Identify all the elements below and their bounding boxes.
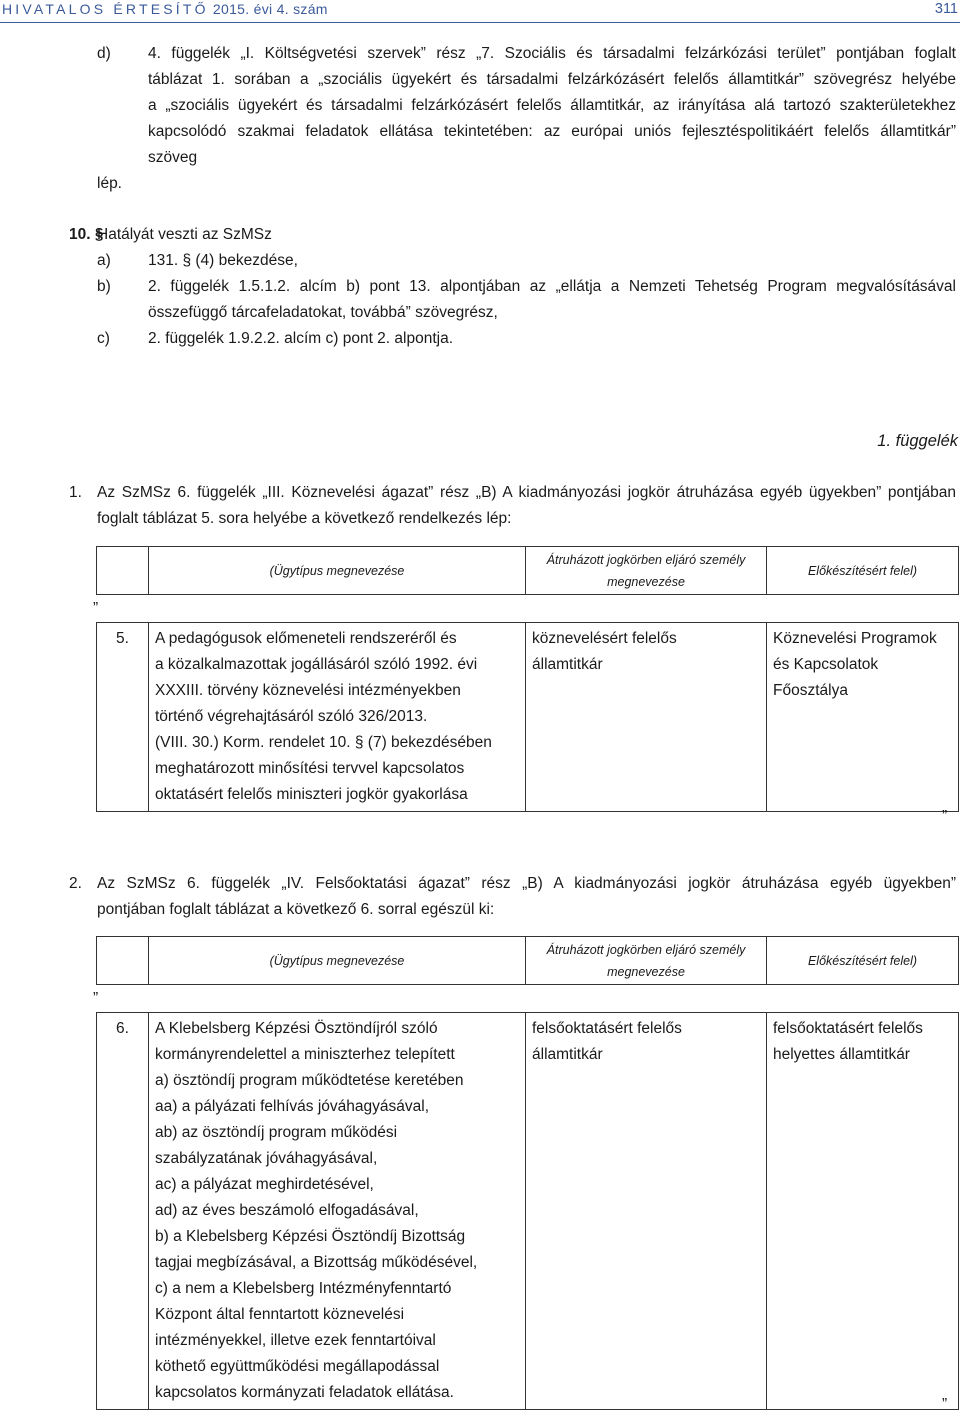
- para-marker: 1.: [69, 484, 82, 501]
- cell-line: kapcsolatos kormányzati feladatok ellátása.: [155, 1384, 454, 1401]
- para-marker: 2.: [69, 875, 82, 892]
- item-d-line: kapcsolódó szakmai feladatok ellátása tekintetében: az európai uniós fejlesztéspolitikáért felelős államtitkár”: [148, 123, 956, 140]
- journal-header: [2, 1, 328, 17]
- cell-line: (VIII. 30.) Korm. rendelet 10. § (7) bekezdésében: [155, 734, 492, 751]
- item-d-line: szöveg: [148, 149, 198, 166]
- row-delegated-person: [526, 623, 767, 812]
- item-d-line: a „szociális ügyekért és társadalmi felzárkózásért felelős államtitkár, az irányítása alá tartozó szakterületekhez: [148, 97, 956, 114]
- item-d-line: táblázat 1. sorában a „szociális ügyekért és társadalmi felzárkózásért felelős államtitkár” szövegrész helyébe: [148, 71, 956, 88]
- list-marker: c): [97, 330, 110, 347]
- cell-line: aa) a pályázati felhívás jóváhagyásával,: [155, 1098, 429, 1115]
- table-header: [96, 546, 959, 595]
- section-heading: Hatályát veszti az SzMSz: [97, 226, 272, 243]
- header-cell-empty: [97, 937, 149, 985]
- cell-line: ab) az ösztöndíj program működési: [155, 1124, 398, 1141]
- cell-line: Központ által fenntartott köznevelési: [155, 1306, 405, 1323]
- cell-line: kormányrendelettel a miniszterhez telepített: [155, 1046, 455, 1063]
- cell-line: államtitkár: [532, 656, 603, 673]
- cell-line: köznevelésért felelős: [532, 630, 677, 647]
- row-preparation: [767, 1013, 959, 1410]
- cell-line: ac) a pályázat meghirdetésével,: [155, 1176, 374, 1193]
- header-text: Átruházott jogkörben eljáró személy: [546, 942, 746, 957]
- row-preparation: [767, 623, 959, 812]
- opening-quote: ”: [93, 990, 99, 1007]
- header-cell-empty: [97, 547, 149, 595]
- cell-line: A pedagógusok előmeneteli rendszeréről és: [155, 630, 457, 647]
- cell-line: felsőoktatásért felelős: [773, 1020, 923, 1037]
- page-header: [0, 0, 960, 22]
- cell-line: Köznevelési Programok: [773, 630, 937, 647]
- table-header: [96, 936, 959, 985]
- page-number: 311: [934, 1, 958, 17]
- closing-quote: ”: [942, 808, 948, 825]
- row-number: 5.: [97, 623, 149, 812]
- cell-line: c) a nem a Klebelsberg Intézményfenntartó: [155, 1280, 452, 1297]
- header-cell-case-type: (Ügytípus megnevezése: [149, 547, 526, 595]
- para-line: pontjában foglalt táblázat a következő 6. sorral egészül ki:: [97, 901, 495, 918]
- item-d-line: 4. függelék „I. Költségvetési szervek” rész „7. Szociális és társadalmi felzárkózási terület” pontjában foglalt: [148, 45, 956, 62]
- cell-line: A Klebelsberg Képzési Ösztöndíjról szóló: [155, 1020, 438, 1037]
- list-item: 2. függelék 1.9.2.2. alcím c) pont 2. alpontja.: [148, 330, 454, 347]
- list-item: 2. függelék 1.5.1.2. alcím b) pont 13. alpontjában az „ellátja a Nemzeti Tehetség Program megvalósításával: [148, 278, 956, 295]
- item-d-tail: lép.: [97, 175, 122, 192]
- cell-line: a) ösztöndíj program működtetése keretében: [155, 1072, 464, 1089]
- row-delegated-person: [526, 1013, 767, 1410]
- cell-line: b) a Klebelsberg Képzési Ösztöndíj Bizottság: [155, 1228, 466, 1245]
- section-number: 10. §: [69, 226, 104, 243]
- opening-quote: ”: [93, 600, 99, 617]
- cell-line: államtitkár: [532, 1046, 603, 1063]
- cell-line: köthető együttműködési megállapodással: [155, 1358, 440, 1375]
- cell-line: felsőoktatásért felelős: [532, 1020, 682, 1037]
- appendix-title: 1. függelék: [877, 432, 958, 450]
- cell-line: történő végrehajtásáról szóló 326/2013.: [155, 708, 428, 725]
- para-line: Az SzMSz 6. függelék „IV. Felsőoktatási ágazat” rész „B) A kiadmányozási jogkör átruházása egyéb ügyekben”: [97, 875, 956, 892]
- list-item: 131. § (4) bekezdése,: [148, 252, 298, 269]
- cell-line: ad) az éves beszámoló elfogadásával,: [155, 1202, 419, 1219]
- list-item: összefüggő tárcafeladatokat, továbbá” szövegrész,: [148, 304, 498, 321]
- cell-line: oktatásért felelős miniszteri jogkör gyakorlása: [155, 786, 468, 803]
- row-case-type: [149, 1013, 526, 1410]
- header-cell-delegated-person: [526, 937, 767, 985]
- row-number: 6.: [97, 1013, 149, 1410]
- header-text: megnevezése: [607, 574, 685, 589]
- header-cell-preparation: Előkészítésért felel): [767, 937, 959, 985]
- table-row: [96, 1012, 959, 1410]
- header-cell-case-type: (Ügytípus megnevezése: [149, 937, 526, 985]
- cell-line: és Kapcsolatok: [773, 656, 879, 673]
- cell-line: szabályzatának jóváhagyásával,: [155, 1150, 378, 1167]
- cell-line: XXXIII. törvény köznevelési intézményekben: [155, 682, 461, 699]
- row-case-type: [149, 623, 526, 812]
- cell-line: intézményekkel, illetve ezek fenntartóival: [155, 1332, 436, 1349]
- header-cell-preparation: Előkészítésért felel): [767, 547, 959, 595]
- closing-quote: ”: [942, 1396, 948, 1413]
- cell-line: a közalkalmazottak jogállásáról szóló 1992. évi: [155, 656, 478, 673]
- cell-line: Főosztálya: [773, 682, 848, 699]
- table-row: [96, 622, 959, 812]
- list-marker: b): [97, 278, 111, 295]
- para-line: Az SzMSz 6. függelék „III. Köznevelési ágazat” rész „B) A kiadmányozási jogkör átruházása egyéb ügyekben” pontjában: [97, 484, 956, 501]
- header-cell-delegated-person: [526, 547, 767, 595]
- list-marker: a): [97, 252, 111, 269]
- journal-title: HIVATALOS ÉRTESÍTŐ: [2, 1, 209, 17]
- cell-line: tagjai megbízásával, a Bizottság működésével,: [155, 1254, 478, 1271]
- cell-line: meghatározott minősítési tervvel kapcsolatos: [155, 760, 465, 777]
- item-d-marker: d): [97, 45, 111, 62]
- cell-line: helyettes államtitkár: [773, 1046, 910, 1063]
- header-text: Átruházott jogkörben eljáró személy: [546, 552, 746, 567]
- issue-label: 2015. évi 4. szám: [212, 1, 328, 17]
- header-rule: [0, 22, 960, 23]
- para-line: foglalt táblázat 5. sora helyébe a következő rendelkezés lép:: [97, 510, 512, 527]
- header-text: megnevezése: [607, 964, 685, 979]
